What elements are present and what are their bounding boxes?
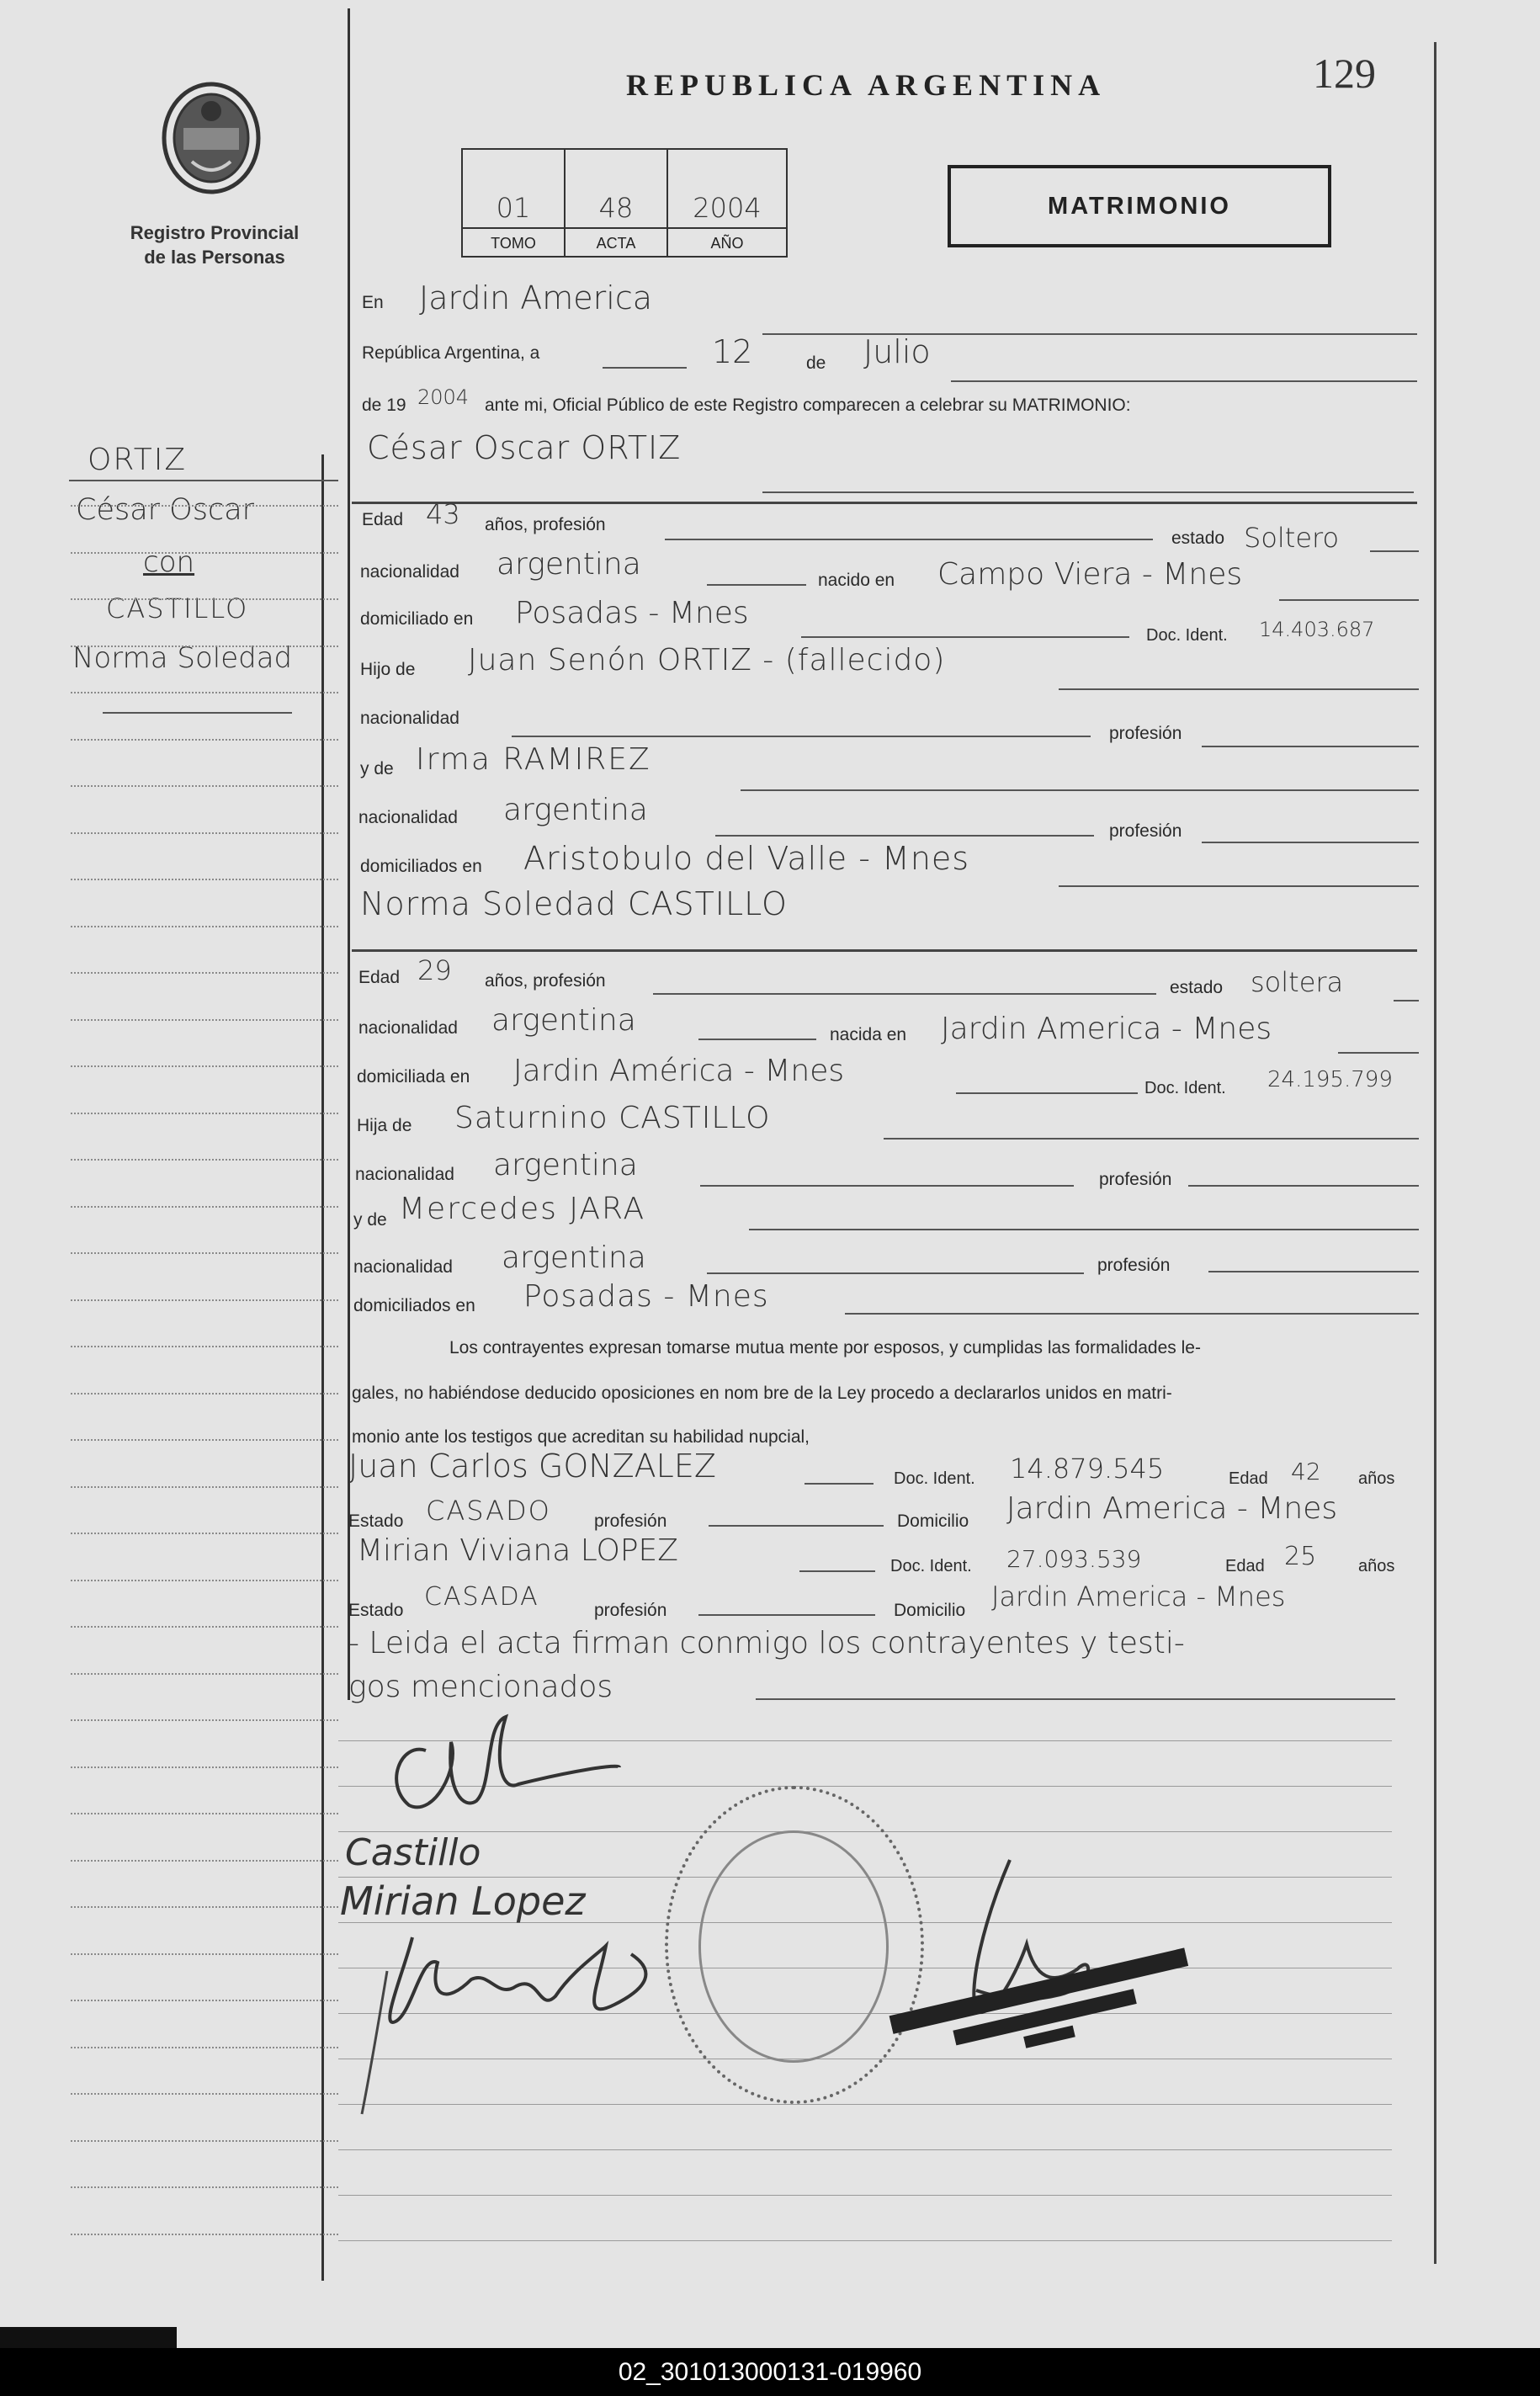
groom-estado: Soltero — [1244, 522, 1340, 554]
witness1-estado-label: Estado — [348, 1511, 404, 1531]
bride-prof2-label: profesión — [1097, 1256, 1171, 1275]
bride-nacida: Jardin America - Mnes — [941, 1012, 1272, 1046]
witness1-name: Juan Carlos GONZALEZ — [348, 1448, 716, 1485]
margin-ruled-line — [71, 1906, 338, 1908]
groom-dom-label: domiciliado en — [360, 609, 474, 629]
witness1-domicilio: Jardin America - Mnes — [1006, 1491, 1338, 1526]
record-type-box: MATRIMONIO — [948, 165, 1331, 247]
margin-ruled-line — [71, 1159, 338, 1161]
bride-hija-label: Hija de — [357, 1116, 412, 1135]
groom-nacionalidad: argentina — [497, 547, 641, 582]
tomo-value: 01 — [496, 192, 531, 224]
groom-nacido: Campo Viera - Mnes — [937, 557, 1243, 592]
margin-ruled-line — [71, 1393, 338, 1395]
groom-padre: Juan Senón ORTIZ - (fallecido) — [468, 643, 946, 677]
date-label: República Argentina, a — [362, 343, 540, 363]
margin-ruled-line — [71, 1766, 338, 1768]
margin-name-2: Norma Soledad — [72, 641, 293, 675]
official-seal-inner — [698, 1830, 889, 2063]
margin-ruled-line — [71, 1626, 338, 1628]
bride-padre-nac: argentina — [493, 1148, 638, 1182]
groom-doms-label: domiciliados en — [360, 857, 482, 876]
margin-ruled-line — [71, 1719, 338, 1721]
intro-text: ante mi, Oficial Público de este Registro comparecen a celebrar su MATRIMONIO: — [485, 396, 1131, 415]
witness2-edad-label: Edad — [1225, 1557, 1265, 1575]
margin-ruled-line — [71, 692, 338, 693]
tomo-label: TOMO — [463, 227, 564, 258]
margin-ruled-line — [71, 739, 338, 741]
margin-ruled-line — [71, 2047, 338, 2048]
margin-ruled-line — [71, 1113, 338, 1114]
witness1-dom-label: Domicilio — [897, 1511, 969, 1531]
bride-padres-dom: Posadas - Mnes — [523, 1279, 769, 1314]
groom-nac-label: nacionalidad — [360, 562, 459, 582]
witness2-prof-label: profesión — [594, 1601, 667, 1620]
groom-doc: 14.403.687 — [1259, 618, 1375, 641]
margin-ruled-line — [71, 2140, 338, 2142]
margin-name: César Oscar — [76, 493, 255, 527]
bride-domicilio: Jardin América - Mnes — [513, 1054, 845, 1088]
registry-line-2: de las Personas — [144, 247, 285, 268]
groom-nac3-label: nacionalidad — [358, 808, 458, 827]
signature-castillo: Castillo — [345, 1831, 481, 1874]
groom-madre: Irma RAMIREZ — [416, 742, 651, 777]
registry-crest-icon — [158, 77, 264, 199]
groom-yde-label: y de — [360, 759, 394, 778]
place-value: Jardin America — [419, 279, 653, 316]
date-de-label: de — [806, 353, 826, 373]
place-label: En — [362, 293, 384, 312]
margin-ruled-line — [71, 1533, 338, 1534]
margin-ruled-line — [71, 552, 338, 554]
witness1-prof-label: profesión — [594, 1511, 667, 1531]
bride-madre-nac: argentina — [502, 1241, 646, 1275]
groom-domicilio: Posadas - Mnes — [515, 596, 749, 630]
bride-anos-prof-label: años, profesión — [485, 971, 606, 991]
main-divider — [348, 8, 350, 1700]
groom-nac2-label: nacionalidad — [360, 709, 459, 728]
margin-ruled-line — [71, 1299, 338, 1301]
bride-edad-label: Edad — [358, 968, 401, 987]
bride-nac-label: nacionalidad — [358, 1018, 458, 1038]
page-number: 129 — [1313, 50, 1376, 97]
act-number-box — [461, 148, 788, 258]
groom-nacido-label: nacido en — [818, 571, 895, 590]
declaration-line-3: monio ante los testigos que acreditan su habilidad nupcial, — [352, 1427, 810, 1447]
bride-doc: 24.195.799 — [1267, 1067, 1393, 1092]
margin-ruled-line — [71, 1580, 338, 1581]
bride-prof-label: profesión — [1099, 1170, 1172, 1189]
margin-ruled-line — [71, 832, 338, 834]
margin-ruled-line — [71, 926, 338, 927]
witness2-dom-label: Domicilio — [894, 1601, 966, 1620]
groom-name: César Oscar ORTIZ — [367, 429, 682, 466]
margin-surname-2: CASTILLO — [106, 592, 249, 624]
acta-label: ACTA — [566, 227, 666, 258]
body-ruled-line — [338, 2240, 1392, 2241]
witness1-doc-label: Doc. Ident. — [894, 1469, 975, 1488]
witness2-doc-label: Doc. Ident. — [890, 1557, 972, 1575]
bride-estado: soltera — [1251, 966, 1344, 998]
margin-ruled-line — [71, 2234, 338, 2235]
registry-label — [94, 220, 335, 269]
margin-ruled-line — [71, 1813, 338, 1814]
groom-padres-dom: Aristobulo del Valle - Mnes — [523, 840, 970, 877]
acta-cell — [566, 150, 668, 256]
margin-ruled-line — [71, 1673, 338, 1675]
country-title: REPUBLICA ARGENTINA — [626, 68, 1107, 102]
declaration-line-2: gales, no habiéndose deducido oposiciones en nom bre de la Ley procedo a declararlos unidos en matri- — [352, 1384, 1172, 1403]
margin-ruled-line — [71, 1252, 338, 1254]
witness2-domicilio: Jardin America - Mnes — [991, 1581, 1286, 1612]
groom-prof2-label: profesión — [1109, 821, 1182, 841]
bride-padre: Saturnino CASTILLO — [454, 1101, 771, 1135]
bride-nacida-label: nacida en — [830, 1025, 907, 1044]
witness2-estado: CASADA — [424, 1582, 539, 1612]
signature-mirian: Mirian Lopez — [340, 1878, 586, 1924]
groom-madre-nac: argentina — [503, 793, 648, 827]
witness2-name: Mirian Viviana LOPEZ — [357, 1533, 678, 1568]
margin-ruled-line — [71, 2000, 338, 2001]
margin-ruled-line — [71, 645, 338, 647]
right-border — [1434, 42, 1436, 2264]
margin-ruled-line — [71, 972, 338, 974]
bride-doms-label: domiciliados en — [353, 1296, 475, 1315]
registry-line-1: Registro Provincial — [130, 222, 300, 243]
margin-ruled-line — [71, 598, 338, 600]
tomo-cell — [463, 150, 566, 256]
margin-ruled-line — [71, 1486, 338, 1488]
witness2-anos-label: años — [1358, 1557, 1395, 1575]
groom-edad: 43 — [426, 498, 460, 530]
witness2-estado-label: Estado — [348, 1601, 404, 1620]
groom-doc-label: Doc. Ident. — [1146, 626, 1228, 645]
intro-prefix: de 19 — [362, 396, 406, 415]
groom-hijo-label: Hijo de — [360, 660, 416, 679]
groom-prof-label: profesión — [1109, 724, 1182, 743]
witness1-anos-label: años — [1358, 1469, 1395, 1488]
margin-ruled-line — [71, 879, 338, 880]
margin-ruled-line — [71, 1953, 338, 1955]
groom-estado-label: estado — [1171, 529, 1225, 548]
margin-ruled-line — [71, 1019, 338, 1021]
bride-yde-label: y de — [353, 1210, 387, 1230]
bride-edad: 29 — [417, 954, 452, 986]
declaration-line-1: Los contrayentes expresan tomarse mutua mente por esposos, y cumplidas las formalidades le- — [449, 1338, 1201, 1357]
body-ruled-line — [338, 2195, 1392, 2196]
ano-value: 2004 — [693, 192, 762, 224]
witness1-estado: CASADO — [426, 1495, 551, 1527]
intro-year: 2004 — [417, 385, 470, 409]
date-month: Julio — [863, 333, 931, 370]
margin-ruled-line — [71, 1206, 338, 1208]
margin-underline — [103, 712, 292, 714]
bride-name: Norma Soledad CASTILLO — [360, 885, 788, 922]
margin-ruled-line — [71, 505, 338, 507]
margin-ruled-line — [71, 785, 338, 787]
bride-doc-label: Doc. Ident. — [1144, 1079, 1226, 1097]
margin-ruled-line — [71, 2186, 338, 2188]
bride-madre: Mercedes JARA — [399, 1192, 646, 1226]
witness1-edad: 42 — [1291, 1458, 1321, 1485]
body-ruled-line — [338, 2149, 1392, 2150]
bride-estado-label: estado — [1170, 978, 1224, 997]
closing-line-1: - Leida el acta firman conmigo los contrayentes y testi- — [348, 1626, 1185, 1660]
groom-edad-label: Edad — [362, 510, 404, 529]
bride-nacionalidad: argentina — [491, 1003, 636, 1038]
date-day: 12 — [712, 333, 753, 370]
witness1-doc: 14.879.545 — [1010, 1453, 1165, 1485]
witness1-edad-label: Edad — [1229, 1469, 1268, 1488]
margin-ruled-line — [71, 1346, 338, 1347]
margin-ruled-line — [71, 1860, 338, 1862]
acta-value: 48 — [598, 192, 634, 224]
margin-divider — [321, 454, 324, 2281]
footer-code: 02_301013000131-019960 — [0, 2348, 1540, 2396]
witness2-edad: 25 — [1284, 1542, 1317, 1571]
bride-nac3-label: nacionalidad — [353, 1257, 453, 1277]
margin-ruled-line — [71, 1439, 338, 1441]
margin-ruled-line — [71, 2093, 338, 2095]
bride-nac2-label: nacionalidad — [355, 1165, 454, 1184]
ano-label: AÑO — [668, 227, 786, 258]
bride-dom-label: domiciliada en — [357, 1067, 470, 1086]
margin-ruled-line — [71, 1065, 338, 1067]
ano-cell — [668, 150, 786, 256]
signature-groom — [367, 1692, 636, 1826]
witness2-doc: 27.093.539 — [1006, 1545, 1142, 1573]
groom-anos-prof-label: años, profesión — [485, 515, 606, 534]
closing-line-2: gos mencionados — [348, 1670, 613, 1704]
margin-connector: con — [143, 545, 195, 579]
margin-surname: ORTIZ — [88, 443, 187, 477]
